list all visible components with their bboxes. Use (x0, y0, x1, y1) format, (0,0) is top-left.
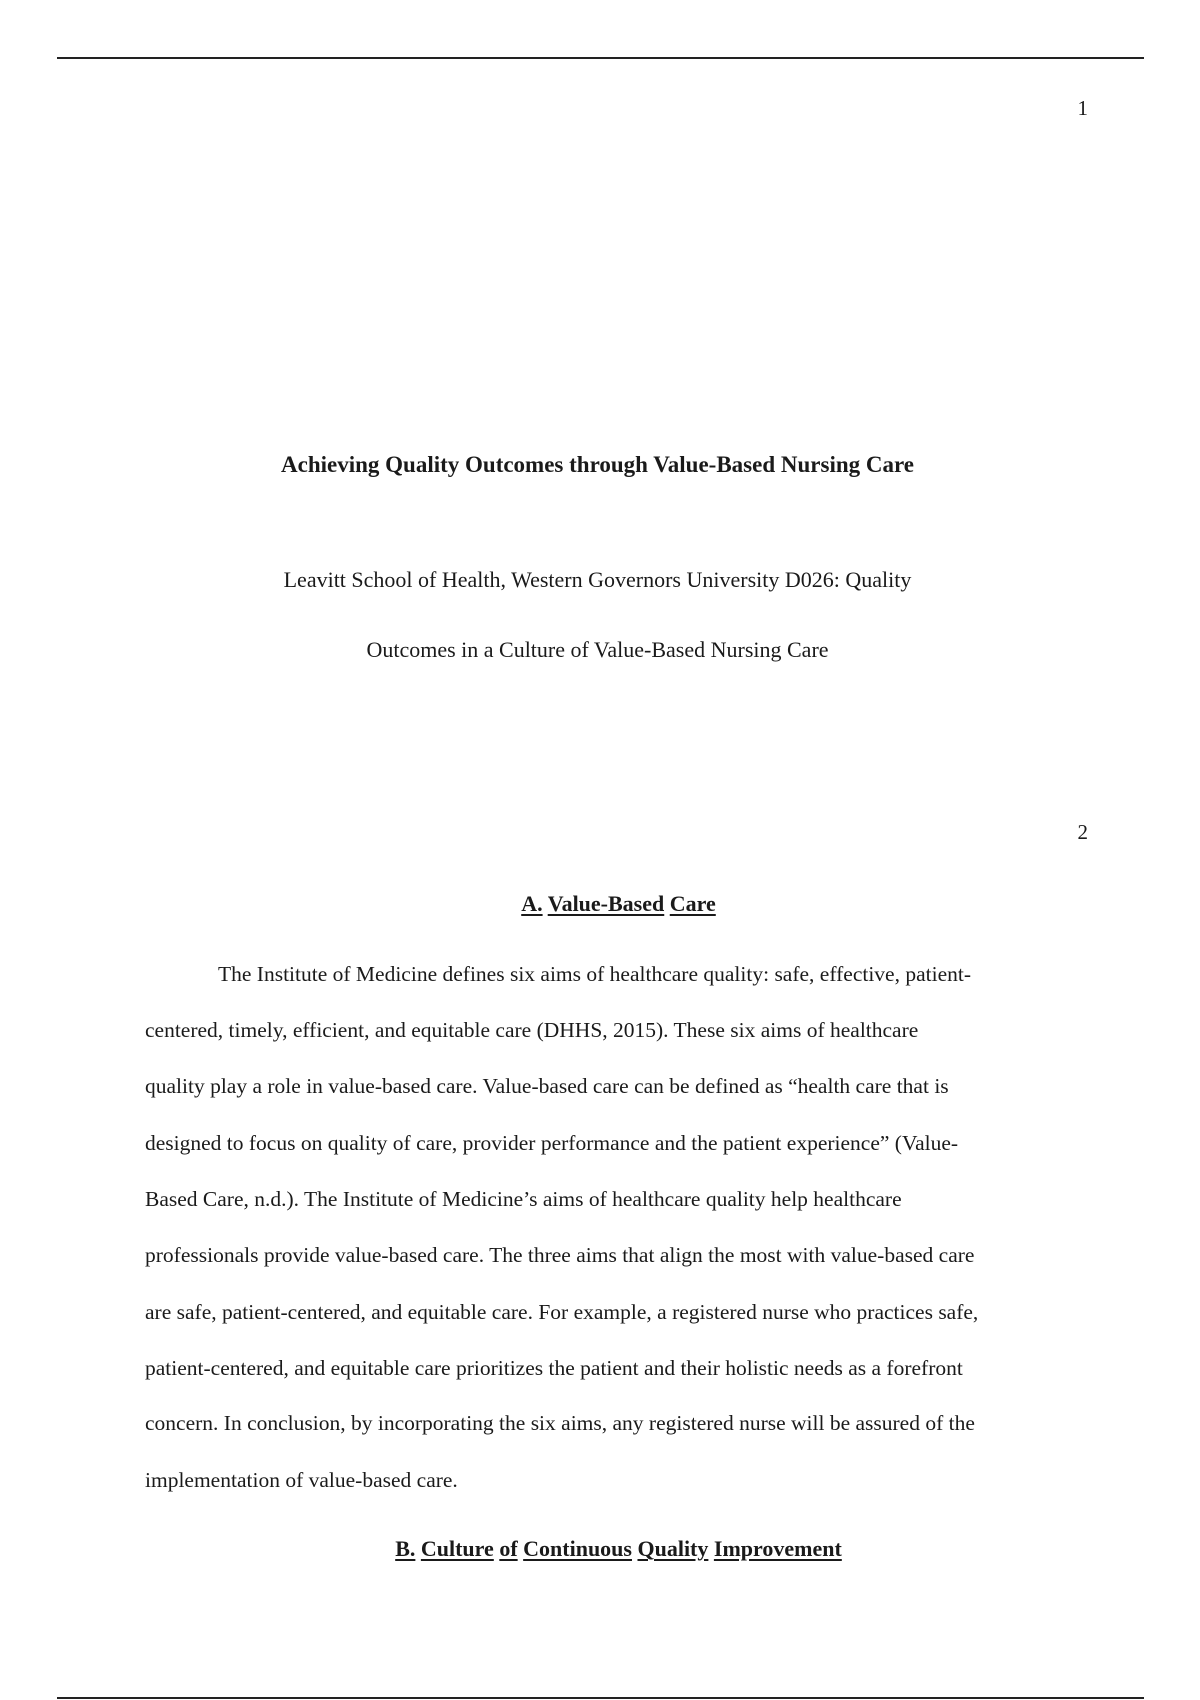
affiliation-line-2: Outcomes in a Culture of Value-Based Nursing Care (366, 637, 829, 662)
heading-word: of (499, 1536, 518, 1561)
heading-word: Quality (637, 1536, 709, 1561)
paragraph-line: Based Care, n.d.). The Institute of Medicine’s aims of healthcare quality help healthcare (145, 1187, 902, 1211)
paragraph-line: centered, timely, efficient, and equitable care (DHHS, 2015). These six aims of healthcare (145, 1018, 919, 1042)
paragraph-line: are safe, patient-centered, and equitable care. For example, a registered nurse who practices safe, (145, 1300, 979, 1324)
heading-word: Improvement (713, 1536, 842, 1561)
paragraph-line: designed to focus on quality of care, provider performance and the patient experience” (Value- (145, 1131, 959, 1155)
document-title: Achieving Quality Outcomes through Value-Based Nursing Care (281, 452, 914, 477)
paragraph-line: quality play a role in value-based care. Value-based care can be defined as “health care that is (145, 1074, 949, 1098)
heading-word: Culture (420, 1536, 494, 1561)
top-page-border (57, 57, 1144, 59)
paragraph-line: The Institute of Medicine defines six aims of healthcare quality: safe, effective, patient- (218, 962, 972, 986)
paragraph-line: professionals provide value-based care. The three aims that align the most with value-based care (145, 1243, 975, 1267)
page-number-1: 1 (1077, 96, 1088, 120)
page-number-2: 2 (1077, 820, 1088, 844)
paragraph-line: implementation of value-based care. (145, 1468, 458, 1492)
section-a-heading (0, 891, 1200, 917)
paragraph-line: concern. In conclusion, by incorporating the six aims, any registered nurse will be assured of the (145, 1411, 975, 1435)
heading-word: B. (395, 1536, 416, 1561)
heading-word: Care (669, 891, 716, 916)
heading-word: Continuous (523, 1536, 632, 1561)
paragraph-line: patient-centered, and equitable care prioritizes the patient and their holistic needs as a forefront (145, 1356, 963, 1380)
heading-word: A. (521, 891, 543, 916)
bottom-page-border (57, 1697, 1144, 1699)
heading-word: Value-Based (547, 891, 665, 916)
affiliation-line-1: Leavitt School of Health, Western Governors University D026: Quality (283, 567, 912, 592)
section-b-heading (0, 1536, 1200, 1562)
